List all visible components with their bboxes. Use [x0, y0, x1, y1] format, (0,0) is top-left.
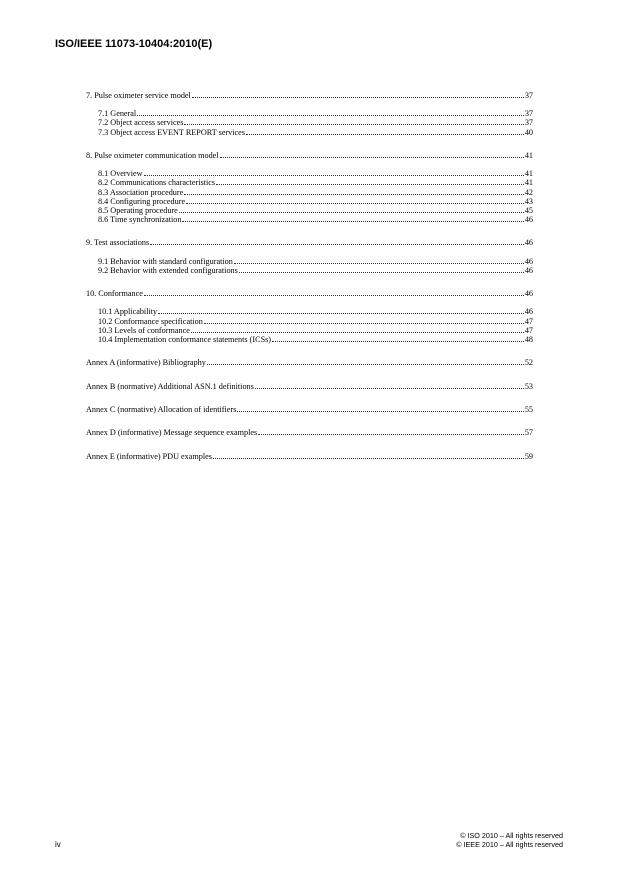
toc-entry-page: 41 — [524, 178, 533, 188]
toc-leader-dots — [191, 331, 524, 333]
toc-entry-title: 8.5 Operating procedure — [98, 205, 178, 215]
toc-entry-title: 10.2 Conformance specification — [98, 316, 203, 326]
toc-entry-title: Annex C (normative) Allocation of identifiers — [86, 405, 237, 415]
toc-spacer — [86, 344, 533, 358]
toc-entry-title: 7. Pulse oximeter service model — [86, 91, 191, 100]
toc-entry[interactable] — [86, 382, 533, 391]
toc-entry-title: 9.2 Behavior with extended configurations — [98, 265, 238, 275]
toc-entry-page: 53 — [524, 381, 533, 391]
toc-leader-dots — [158, 312, 524, 314]
toc-entry-title: 10.1 Applicability — [98, 307, 158, 317]
toc-entry-title: 8.1 Overview — [98, 169, 143, 179]
toc-entry-title: 7.1 General — [98, 109, 137, 119]
toc-entry-title: 8. Pulse oximeter communication model — [86, 150, 219, 160]
toc-subentry[interactable] — [86, 206, 533, 215]
toc-entry-page: 47 — [524, 325, 533, 335]
toc-subentry[interactable] — [86, 257, 533, 266]
toc-spacer — [86, 100, 533, 109]
toc-leader-dots — [237, 410, 524, 412]
toc-entry-page: 42 — [524, 187, 533, 197]
toc-spacer — [86, 391, 533, 405]
toc-entry-page: 46 — [524, 238, 533, 248]
toc-subentry[interactable] — [86, 118, 533, 127]
toc-leader-dots — [182, 220, 523, 222]
toc-spacer — [86, 160, 533, 169]
toc-entry[interactable] — [86, 358, 533, 367]
toc-entry-page: 59 — [524, 451, 533, 461]
toc-subentry[interactable] — [86, 215, 533, 224]
copyright-notice — [456, 831, 563, 849]
toc-entry-title: 8.6 Time synchronization — [98, 215, 182, 225]
toc-entry-page: 37 — [524, 118, 533, 128]
toc-leader-dots — [192, 96, 524, 98]
toc-leader-dots — [234, 262, 524, 264]
toc-spacer — [86, 275, 533, 289]
toc-leader-dots — [213, 457, 524, 459]
toc-leader-dots — [184, 193, 524, 195]
toc-entry-title: 10.4 Implementation conformance statements (ICSs) — [98, 334, 272, 344]
toc-subentry[interactable] — [86, 317, 533, 326]
toc-entry-page: 57 — [524, 428, 533, 438]
toc-leader-dots — [186, 202, 524, 204]
toc-entry[interactable] — [86, 428, 533, 437]
toc-subentry[interactable] — [86, 128, 533, 137]
copyright-iso: © ISO 2010 – All rights reserved — [460, 831, 563, 840]
toc-leader-dots — [184, 123, 523, 125]
toc-entry-title: 9.1 Behavior with standard configuration — [98, 256, 233, 266]
toc-entry-title: 10. Conformance — [86, 289, 143, 299]
toc-entry-page: 37 — [524, 109, 533, 119]
toc-subentry[interactable] — [86, 326, 533, 335]
toc-subentry[interactable] — [86, 335, 533, 344]
toc-leader-dots — [258, 433, 524, 435]
toc-entry-page: 47 — [524, 316, 533, 326]
toc-entry-title: 8.4 Configuring procedure — [98, 196, 186, 206]
toc-entry-title: 10.3 Levels of conformance — [98, 325, 190, 335]
toc-entry-page: 46 — [524, 307, 533, 317]
toc-subentry[interactable] — [86, 266, 533, 275]
toc-spacer — [86, 414, 533, 428]
toc-entry-title: 7.2 Object access services — [98, 118, 184, 128]
toc-spacer — [86, 438, 533, 452]
toc-leader-dots — [137, 114, 524, 116]
toc-entry-title: 7.3 Object access EVENT REPORT services — [98, 127, 246, 137]
toc-subentry[interactable] — [86, 109, 533, 118]
toc-subentry[interactable] — [86, 169, 533, 178]
toc-subentry[interactable] — [86, 178, 533, 187]
toc-leader-dots — [239, 271, 524, 273]
toc-entry-page: 46 — [524, 289, 533, 299]
toc-spacer — [86, 248, 533, 257]
toc-entry-page: 41 — [524, 150, 533, 160]
copyright-ieee: © IEEE 2010 – All rights reserved — [456, 840, 563, 849]
toc-entry-page: 43 — [524, 196, 533, 206]
toc-leader-dots — [150, 243, 524, 245]
toc-spacer — [86, 137, 533, 151]
toc-entry-title: 8.2 Communications characteristics — [98, 178, 216, 188]
toc-leader-dots — [246, 133, 524, 135]
toc-entry-title: Annex A (informative) Bibliography — [86, 358, 206, 368]
toc-leader-dots — [207, 363, 524, 365]
toc-entry-title: Annex D (informative) Message sequence examples — [86, 428, 258, 438]
toc-entry[interactable] — [86, 405, 533, 414]
toc-entry-page: 41 — [524, 169, 533, 179]
table-of-contents — [86, 91, 533, 461]
toc-leader-dots — [144, 174, 524, 176]
toc-spacer — [86, 298, 533, 307]
toc-leader-dots — [144, 294, 524, 296]
toc-entry-page: 40 — [524, 127, 533, 137]
toc-spacer — [86, 224, 533, 238]
toc-leader-dots — [255, 387, 524, 389]
toc-entry-title: 8.3 Association procedure — [98, 187, 184, 197]
toc-spacer — [86, 368, 533, 382]
toc-entry-title: Annex B (normative) Additional ASN.1 definitions — [86, 381, 254, 391]
page-header-title: ISO/IEEE 11073-10404:2010(E) — [55, 38, 213, 50]
toc-entry-page: 48 — [524, 334, 533, 344]
toc-subentry[interactable] — [86, 307, 533, 316]
toc-entry-page: 46 — [524, 265, 533, 275]
toc-entry-page: 52 — [524, 358, 533, 368]
toc-entry-page: 46 — [524, 256, 533, 266]
toc-leader-dots — [204, 322, 524, 324]
toc-subentry[interactable] — [86, 197, 533, 206]
toc-leader-dots — [220, 156, 524, 158]
toc-entry-title: 9. Test associations — [86, 238, 150, 248]
toc-entry[interactable] — [86, 289, 533, 298]
toc-leader-dots — [272, 340, 524, 342]
toc-leader-dots — [179, 211, 524, 213]
toc-entry-page: 37 — [524, 91, 533, 100]
page-number: iv — [55, 840, 61, 849]
toc-entry[interactable] — [86, 452, 533, 461]
toc-leader-dots — [216, 183, 524, 185]
toc-entry-title: Annex E (informative) PDU examples — [86, 451, 212, 461]
toc-entry[interactable] — [86, 238, 533, 247]
toc-entry-page: 45 — [524, 205, 533, 215]
toc-entry[interactable] — [86, 91, 533, 100]
toc-entry[interactable] — [86, 151, 533, 160]
toc-entry-page: 55 — [524, 405, 533, 415]
toc-subentry[interactable] — [86, 188, 533, 197]
toc-entry-page: 46 — [524, 215, 533, 225]
